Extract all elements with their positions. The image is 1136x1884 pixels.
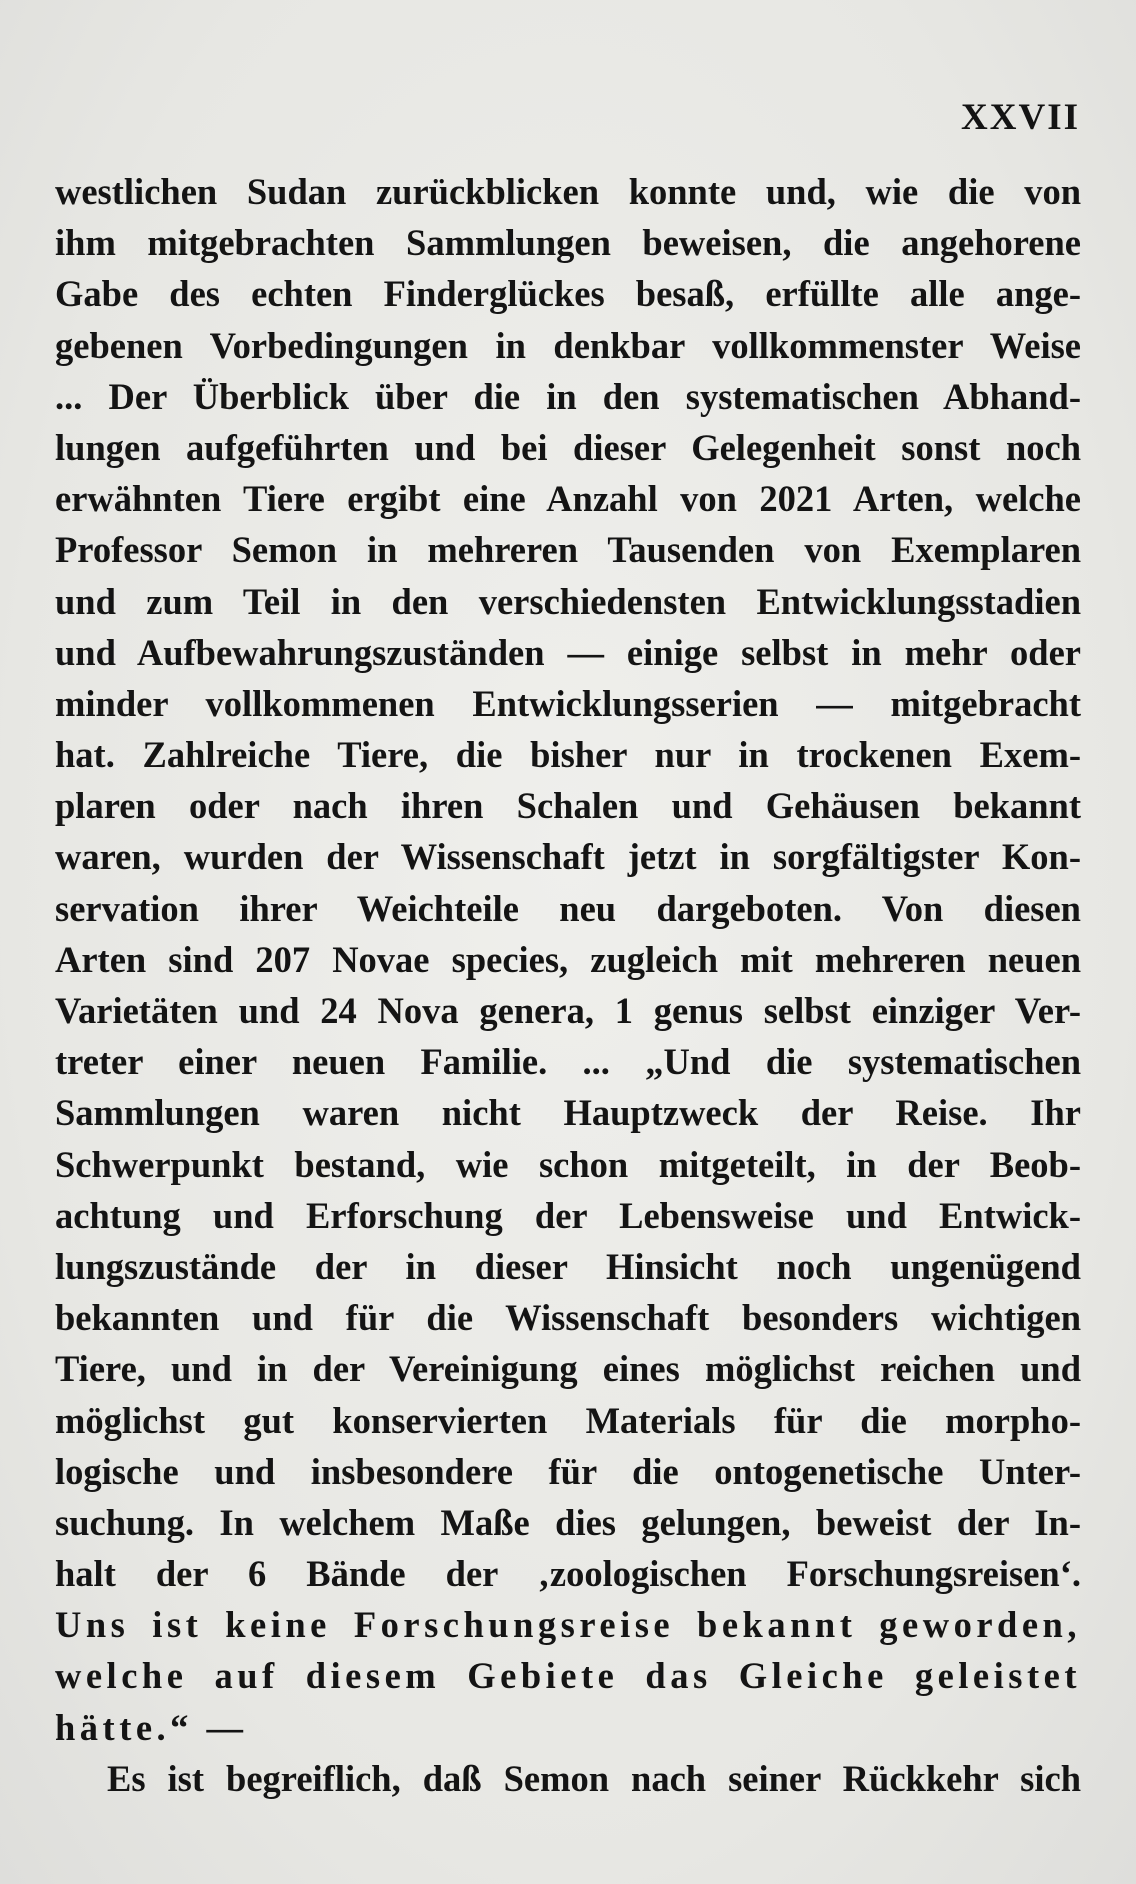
text-line: möglichst gut konservierten Materials für die morpho- [55,1399,1081,1441]
text-line: erwähnten Tiere ergibt eine Anzahl von 2021 Arten, welche [55,478,1081,520]
text-line: achtung und Erforschung der Lebensweise und Entwick- [55,1194,1081,1236]
text-line: logische und insbesondere für die ontogenetische Unter- [55,1450,1081,1492]
text-line: bekannten und für die Wissenschaft besonders wichtigen [55,1297,1081,1339]
text-line-spaced: welche auf diesem Gebiete das Gleiche geleistet [55,1655,1081,1697]
text-line-spaced: hätte.“ — [55,1706,248,1748]
paragraph-start-line: Es ist begreiflich, daß Semon nach seiner Rückkehr sich [107,1757,1081,1799]
text-line: Varietäten und 24 Nova genera, 1 genus selbst einziger Ver- [55,990,1081,1031]
text-line: treter einer neuen Familie. ... „Und die systematischen [55,1041,1081,1083]
text-line: waren, wurden der Wissenschaft jetzt in sorgfältigster Kon- [55,836,1081,878]
text-line: ... Der Überblick über die in den systematischen Abhand- [55,375,1081,417]
text-line: servation ihrer Weichteile neu dargeboten. Von diesen [55,887,1081,929]
text-line: Gabe des echten Finderglückes besaß, erfüllte alle ange- [55,273,1081,315]
text-line: Professor Semon in mehreren Tausenden von Exemplaren [55,529,1081,571]
text-line: westlichen Sudan zurückblicken konnte und, wie die von [55,171,1081,212]
text-line: Schwerpunkt bestand, wie schon mitgeteilt, in der Beob- [55,1143,1081,1185]
text-line: minder vollkommenen Entwicklungsserien — mitgebracht [55,682,1081,724]
text-line: Arten sind 207 Novae species, zugleich mit mehreren neuen [55,938,1081,980]
text-line: und zum Teil in den verschiedensten Entwicklungsstadien [55,580,1081,622]
text-line: ihm mitgebrachten Sammlungen beweisen, die angehorene [55,222,1081,264]
text-line: und Aufbewahrungszuständen — einige selbst in mehr oder [55,631,1081,673]
text-line: gebenen Vorbedingungen in denkbar vollkommenster Weise [55,324,1081,366]
text-line: halt der 6 Bände der ‚zoologischen Forschungsreisen‘. [55,1553,1081,1595]
text-line: lungen aufgeführten und bei dieser Gelegenheit sonst noch [55,426,1081,468]
text-line: suchung. In welchem Maße dies gelungen, beweist der In- [55,1501,1081,1543]
text-line-spaced: Uns ist keine Forschungsreise bekannt geworden, [55,1604,1081,1646]
text-line: plaren oder nach ihren Schalen und Gehäusen bekannt [55,785,1081,827]
page-number: XXVII [961,97,1080,138]
text-line: hat. Zahlreiche Tiere, die bisher nur in trockenen Exem- [55,734,1081,776]
text-line: lungszustände der in dieser Hinsicht noch ungenügend [55,1245,1081,1287]
body-text [55,166,1081,1804]
text-line: Tiere, und in der Vereinigung eines möglichst reichen und [55,1348,1081,1390]
text-line: Sammlungen waren nicht Hauptzweck der Reise. Ihr [55,1092,1081,1134]
